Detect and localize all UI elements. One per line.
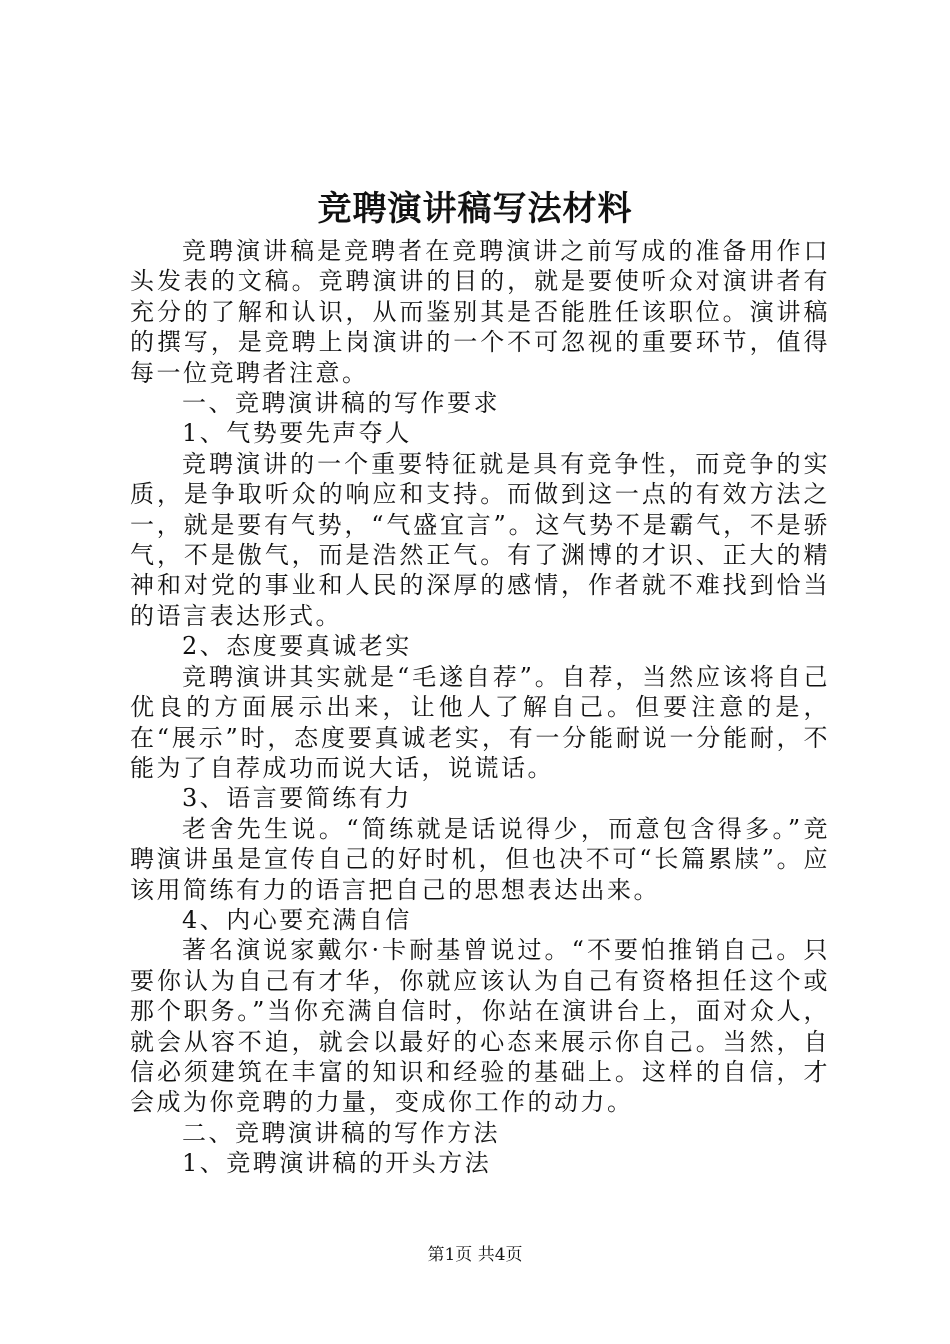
paragraph-language: 老舍先生说。“简练就是话说得少，而意包含得多。”竞聘演讲虽是宣传自己的好时机，但也决不可“长篇累牍”。应该用简练有力的语言把自己的思想表达出来。 xyxy=(130,814,830,904)
page-footer: 第1页 共4页 xyxy=(427,1245,523,1265)
subheading-1-4: 4、内心要充满自信 xyxy=(182,905,412,934)
section-heading-1: 一、竞聘演讲稿的写作要求 xyxy=(182,389,500,418)
paragraph-momentum: 竞聘演讲的一个重要特征就是具有竞争性，而竞争的实质，是争取听众的响应和支持。而做到这一点的有效方法之一，就是要有气势，“气盛宜言”。这气势不是霸气，不是骄气，不是傲气，而是浩然正气。有了渊博的才识、正大的精神和对党的事业和人民的深厚的感情，作者就不难找到恰当的语言表达形式。 xyxy=(130,449,830,630)
section-heading-2: 二、竞聘演讲稿的写作方法 xyxy=(182,1118,500,1147)
document-title: 竞聘演讲稿写法材料 xyxy=(317,189,633,229)
subheading-2-1: 1、竞聘演讲稿的开头方法 xyxy=(182,1149,492,1178)
document-body xyxy=(130,236,830,1179)
paragraph-sincerity: 竞聘演讲其实就是“毛遂自荐”。自荐，当然应该将自己优良的方面展示出来，让他人了解自己。但要注意的是，在“展示”时，态度要真诚老实，有一分能耐说一分能耐，不能为了自荐成功而说大话，说谎话。 xyxy=(130,662,830,782)
subheading-1-1: 1、气势要先声夺人 xyxy=(182,419,412,448)
paragraph-confidence: 著名演说家戴尔·卡耐基曾说过。“不要怕推销自己。只要你认为自己有才华，你就应该认为自己有资格担任这个或那个职务。”当你充满自信时，你站在演讲台上，面对众人，就会从容不迫，就会以最好的心态来展示你自己。当然，自信必须建筑在丰富的知识和经验的基础上。这样的自信，才会成为你竞聘的力量，变成你工作的动力。 xyxy=(130,936,830,1117)
subheading-1-2: 2、态度要真诚老实 xyxy=(182,632,412,661)
subheading-1-3: 3、语言要简练有力 xyxy=(182,784,412,813)
intro-paragraph: 竞聘演讲稿是竞聘者在竞聘演讲之前写成的准备用作口头发表的文稿。竞聘演讲的目的，就是要使听众对演讲者有充分的了解和认识，从而鉴别其是否能胜任该职位。演讲稿的撰写，是竞聘上岗演讲的一个不可忽视的重要环节，值得每一位竞聘者注意。 xyxy=(130,237,830,387)
